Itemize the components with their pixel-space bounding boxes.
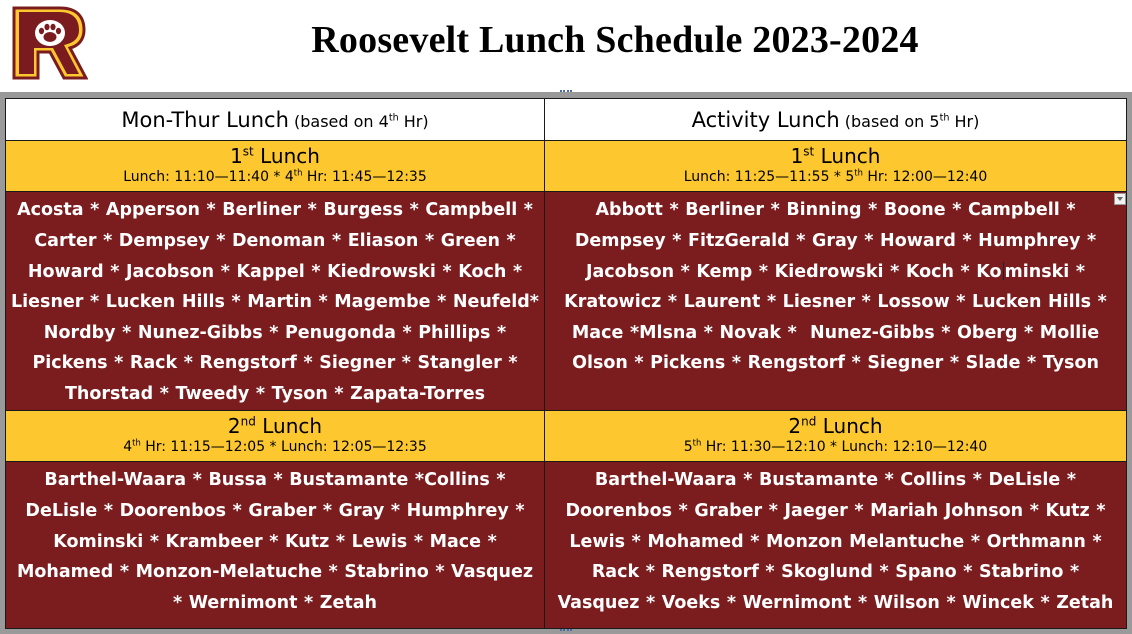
mon-thur-basis-note: (based on 4th Hr) — [293, 111, 429, 131]
schedule-sheet — [0, 92, 1132, 634]
text-cursor — [1003, 262, 1004, 280]
activity-second-lunch-names[interactable]: Barthel-Waara * Bustamante * Collins * DeLisle * Doorenbos * Graber * Jaeger * Mariah Johnson * Kutz * Lewis * Mohamed * Monzon Melantuche * Orthmann * Rack * Rengstorf * Skoglund * Spano * Stabrino * Vasquez * Voeks * Wernimont * Wilson * Wincek * Zetah — [545, 462, 1127, 629]
first-lunch-times: Lunch: 11:10—11:40 * 4th Hr: 11:45—12:35 — [123, 167, 427, 186]
mon-thur-second-lunch-names[interactable]: Barthel-Waara * Bussa * Bustamante *Collins * DeLisle * Doorenbos * Graber * Gray * Humphrey * Kominski * Krambeer * Kutz * Lewis * Mace * Mohamed * Monzon-Melatuche * Stabrino * Vasquez * Wernimont * Zetah — [6, 462, 545, 629]
activity-second-lunch-header — [545, 411, 1127, 462]
activity-lunch-title: Activity Lunch — [691, 107, 840, 132]
second-lunch-times: 4th Hr: 11:15—12:05 * Lunch: 12:05—12:35 — [123, 437, 427, 456]
lunch-schedule-table — [5, 98, 1127, 629]
activity-first-lunch-names[interactable]: Abbott * Berliner * Binning * Boone * Campbell * Dempsey * FitzGerald * Gray * Howard * Humphrey * Jacobson * Kemp * Kiedrowski * Koch * Ko minski * Kratowicz * Laurent * Liesner * Lossow * Lucken Hills * Mace *Mlsna * Novak * Nunez-Gibbs * Oberg * Mollie Olson * Pickens * Rengstorf * Siegner * Slade * Tyson — [545, 192, 1127, 411]
mon-thur-second-lunch-header — [6, 411, 545, 462]
second-lunch-label: 2nd Lunch — [788, 414, 883, 439]
mon-thur-lunch-title: Mon-Thur Lunch — [121, 107, 289, 132]
header-bar — [0, 0, 1132, 92]
second-lunch-label: 2nd Lunch — [227, 414, 323, 439]
resize-handle-top[interactable] — [560, 90, 572, 95]
first-lunch-label: 1st Lunch — [790, 144, 881, 169]
activity-lunch-header — [545, 99, 1127, 141]
second-lunch-times: 5th Hr: 11:30—12:10 * Lunch: 12:10—12:40 — [683, 437, 988, 456]
mon-thur-first-lunch-names[interactable]: Acosta * Apperson * Berliner * Burgess * Campbell * Carter * Dempsey * Denoman * Eliason * Green * Howard * Jacobson * Kappel * Kiedrowski * Koch * Liesner * Lucken Hills * Martin * Magembe * Neufeld* Nordby * Nunez-Gibbs * Penugonda * Phillips * Pickens * Rack * Rengstorf * Siegner * Stangler * Thorstad * Tweedy * Tyson * Zapata-Torres — [6, 192, 545, 411]
mon-thur-first-lunch-header — [6, 141, 545, 192]
activity-basis-note: (based on 5th Hr) — [844, 111, 980, 131]
first-lunch-times: Lunch: 11:25—11:55 * 5th Hr: 12:00—12:40 — [683, 167, 988, 186]
resize-handle-bottom[interactable] — [560, 629, 572, 634]
filter-dropdown-icon[interactable] — [1114, 193, 1126, 205]
activity-first-lunch-header — [545, 141, 1127, 192]
r-paw-logo-icon — [12, 6, 88, 82]
roosevelt-logo — [12, 6, 88, 82]
first-lunch-label: 1st Lunch — [230, 144, 320, 169]
page-title: Roosevelt Lunch Schedule 2023-2024 — [311, 19, 919, 61]
mon-thur-lunch-header — [6, 99, 545, 141]
